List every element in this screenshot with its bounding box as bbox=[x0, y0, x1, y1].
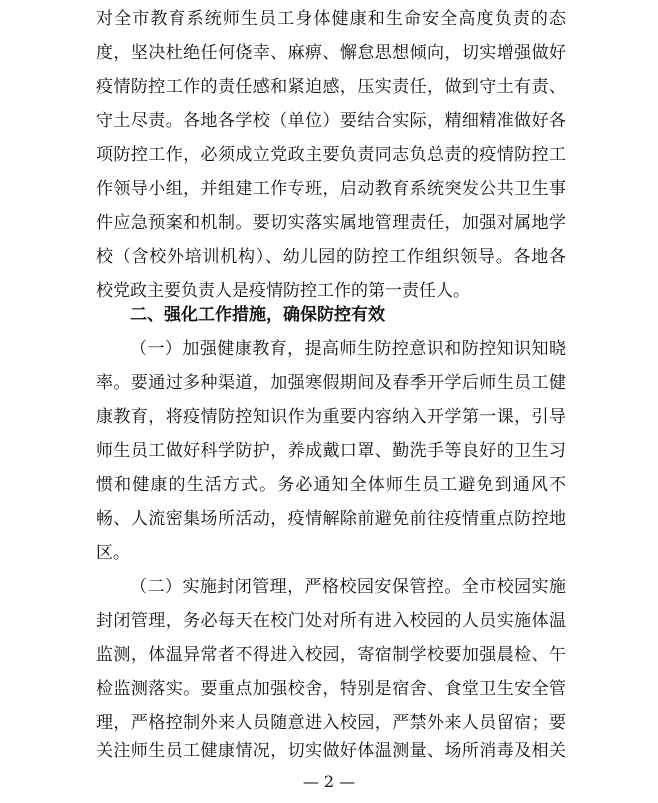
paragraph-line: 师生员工做好科学防护，养成戴口罩、勤洗手等良好的卫生习 bbox=[96, 441, 566, 461]
paragraph-line: 康教育，将疫情防控知识作为重要内容纳入开学第一课，引导 bbox=[96, 407, 566, 427]
paragraph-line: 理，严格控制外来人员随意进入校园，严禁外来人员留宿；要 bbox=[96, 713, 566, 733]
paragraph-line: 监测，体温异常者不得进入校园，寄宿制学校要加强晨检、午 bbox=[96, 645, 566, 665]
paragraph-line: 度，坚决杜绝任何侥幸、麻痹、懈怠思想倾向，切实增强做好 bbox=[96, 43, 566, 63]
paragraph-line: 率。要通过多种渠道，加强寒假期间及春季开学后师生员工健 bbox=[96, 373, 566, 393]
paragraph-line: 校（含校外培训机构）、幼儿园的防控工作组织领导。各地各 bbox=[96, 247, 566, 267]
section-heading: 二、强化工作措施，确保防控有效 bbox=[130, 305, 385, 325]
paragraph-line: 封闭管理，务必每天在校门处对所有进入校园的人员实施体温 bbox=[96, 611, 566, 631]
paragraph-line: 件应急预案和机制。要切实落实属地管理责任，加强对属地学 bbox=[96, 213, 566, 233]
paragraph-line: 检监测落实。要重点加强校舍，特别是宿舍、食堂卫生安全管 bbox=[96, 679, 566, 699]
paragraph-line: 作领导小组，并组建工作专班，启动教育系统突发公共卫生事 bbox=[96, 179, 566, 199]
paragraph-line: 项防控工作，必须成立党政主要负责同志负总责的疫情防控工 bbox=[96, 145, 566, 165]
paragraph-line: 关注师生员工健康情况，切实做好体温测量、场所消毒及相关 bbox=[96, 741, 566, 761]
paragraph-line: 畅、人流密集场所活动，疫情解除前避免前往疫情重点防控地 bbox=[96, 509, 566, 529]
paragraph-line: （一）加强健康教育，提高师生防控意识和防控知识知晓 bbox=[130, 339, 566, 359]
paragraph-line: 对全市教育系统师生员工身体健康和生命安全高度负责的态 bbox=[96, 9, 566, 29]
paragraph-line: 区。 bbox=[96, 543, 130, 563]
paragraph-line: 校党政主要负责人是疫情防控工作的第一责任人。 bbox=[96, 281, 470, 301]
paragraph-line: 守土尽责。各地各学校（单位）要结合实际，精细精准做好各 bbox=[96, 111, 566, 131]
paragraph-line: 疫情防控工作的责任感和紧迫感，压实责任，做到守土有责、 bbox=[96, 77, 566, 97]
paragraph-line: 惯和健康的生活方式。务必通知全体师生员工避免到通风不 bbox=[96, 475, 566, 495]
page-number: — 2 — bbox=[302, 772, 356, 791]
paragraph-line: （二）实施封闭管理，严格校园安保管控。全市校园实施 bbox=[130, 577, 566, 597]
